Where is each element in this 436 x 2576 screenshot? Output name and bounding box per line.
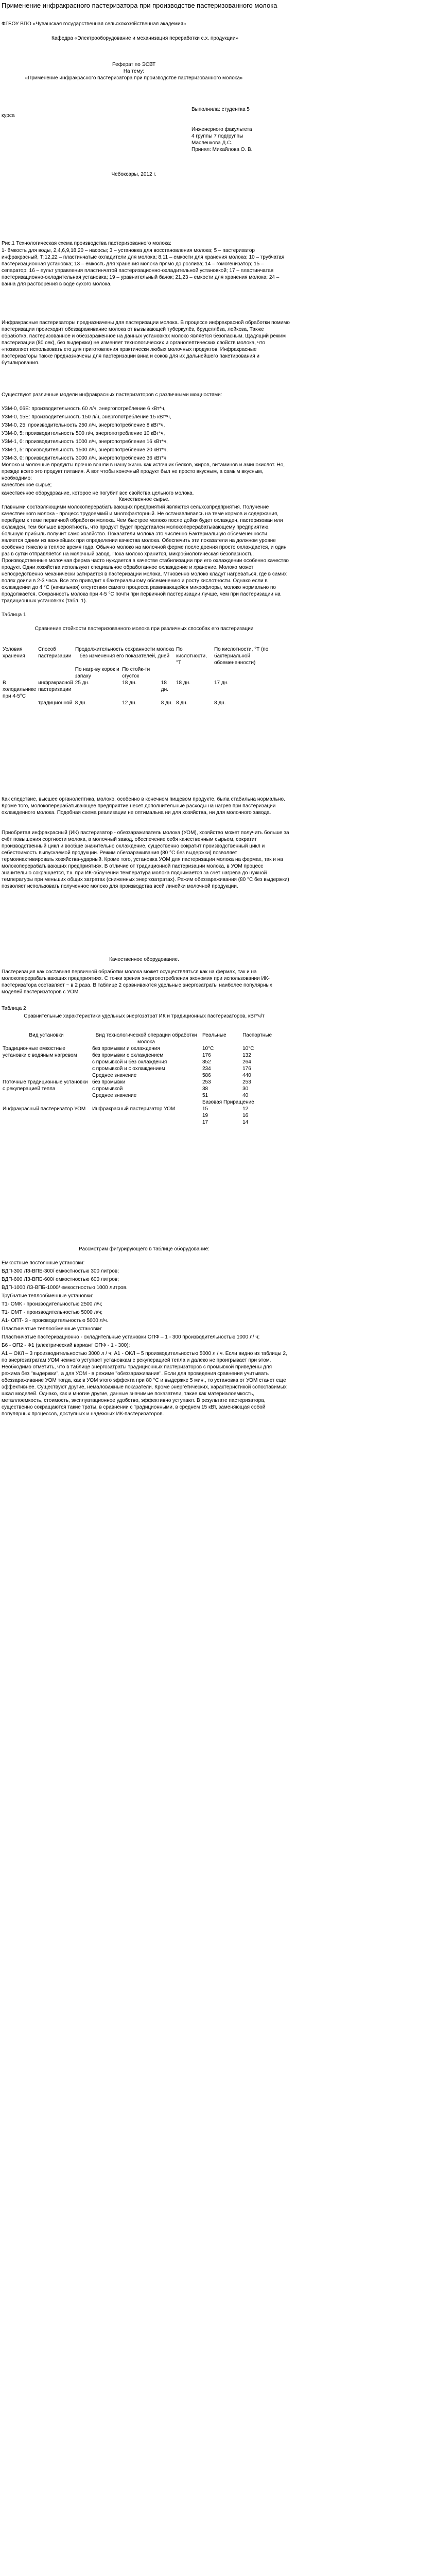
university-name: ФГБОУ ВПО «Чувашская государственная сельскохозяйственная академия» <box>2 21 186 27</box>
list-item: УЗМ-0, 5: производительность 500 л/ч, энергопотребление 10 кВт*ч, <box>2 431 165 436</box>
list-item: УЗМ-1, 0: производительность 1000 л/ч, энергопотребление 16 кВт*ч, <box>2 439 168 445</box>
topic-text: «Применение инфракрасного пастеризатора при производстве пастеризованного молока» <box>25 75 243 81</box>
list-item: Пластинчатые теплообменные установки: <box>2 1326 103 1332</box>
list-item: качественное оборудование, которое не погубит все свойства цельного молока. <box>2 490 194 496</box>
report-label: Реферат по ЭСВТ <box>112 62 156 67</box>
list-item: Трубчатые теплообменные установки: <box>2 1293 94 1299</box>
table-title: Сравнение стойкости пастеризованного молока при различных способах его пастеризации <box>34 626 254 632</box>
performer-label: Выполнила: студентка 5 <box>191 107 250 112</box>
table-header-cell: Вид установки <box>29 1032 64 1038</box>
table-header-cell: Вид технологической операции обработки молока <box>95 1032 197 1045</box>
table-row: В холодильнике при 4-5°С инфракрасной пастеризации 25 дн. 18 дн. 18 дн. 18 дн. 17 дн. <box>3 680 229 699</box>
list-item: УЗМ-1, 5: производительность 1500 л/ч, энергопотребление 20 кВт*ч, <box>2 447 168 453</box>
intro-paragraph: Инфракрасные пастеризаторы предназначены для пастеризации молока. В процессе инфракрасной обработки помимо пастеризации происходит обеззараживание молока от вызывающей туберкулёз, бруцеллёза, лейкоза, Также обработка, пастеризованное и обеззараженное на данных установках молоко является безопасным. Щадящий режим пастеризации (80 сек), без выдержки) не изменяет технологических и органолептических свойств молока, что «позволяет использовать его для приготовления практически любых молочных продуктов. Инфракрасные пастеризаторы также предназначены для пастеризации вина и соков для их дальнейшего пакетирования и бутилирования. <box>2 320 290 366</box>
table-row: с промывкой 38 30 <box>92 1086 249 1092</box>
list-item: Пластинчатые пастеризационно - охладительные установки ОПФ – 1 - 300 производительностью 1000 л/ ч; <box>2 1334 260 1340</box>
table-row: с промывкой и с охлаждением 234 176 <box>92 1066 251 1072</box>
group-name: 4 группы 7 подгруппы <box>191 133 243 139</box>
table-row: Традиционные емкостные установки с водяным нагревом без промывки и охлаждения 10°C 10°C <box>3 1046 254 1058</box>
table-header-cell: По кислотности, °Т <box>176 647 207 666</box>
table-row: Среднее значение 586 440 <box>92 1073 251 1078</box>
topic-label: На тему: <box>123 69 145 74</box>
paragraph: Приобретая инфракрасный (ИК) пастеризатор - обеззараживатель молока (УОМ), хозяйство может получить больше за счёт повышения сортности молока, а молочный завод, обеспечение себя качественным сырьем, сократит производственный цикл и вообще значительно охлаждение, существенно сократит производственный цикл и себестоимость выпускаемой продукции. Режим обеззараживания (80 °С без выдержки) позволяет термоинактивировать хозяйства-ударный. Кроме того, установка УОМ для пастеризации молока на фермах, так и на молокоперерабатывающих предприятиях. В отличие от традиционной пастеризации молока, в УОМ процесс значительно сокращается, т.к. при ИК-облучении температура молока поднимается за счет нагрева до нужной температуры при меньших общих затратах (сниженных энергозатратах). Режим обеззараживания (80 °С без выдержки) позволяет использовать полученное молоко для производства всей линейки молочной продукции. <box>2 830 289 889</box>
table-title: Сравнительные характеристики удельных энергозатрат ИК и традиционных пастеризаторов, кВт*ч/т <box>24 1013 265 1019</box>
list-item: Т1- ОМТ - производительностью 5000 л/ч; <box>2 1310 103 1315</box>
table-header-cell: По кислотности, °Т (по бактериальной обсемененности) <box>214 647 269 666</box>
equipment-paragraph: Пастеризация как составная первичной обработки молока может осуществляться как на фермах, так и на молокоперерабатывающих предприятиях. С точки зрения энергопотребления экономия при использовании ИК-пастеризатора составляет ~ в 2 раза. В таблице 2 сравниваются удельные энергозатраты наиболее популярных моделей пастеризаторов с УОМ. <box>2 969 272 995</box>
table-row: Инфракрасный пастеризатор УОМ Инфракрасный пастеризатор УОМ 15 12 <box>3 1106 249 1112</box>
list-item: А1 – ОКЛ – 3 производительностью 3000 л / ч; А1 - ОКЛ – 5 производительностью 5000 л / ч. Если видно из таблицы 2, по энергозатратам УОМ немного уступает установкам с рекуперацией тепла и далеко не проигрывает при этом. Необходимо отметить, что в таблице энергозатраты традиционных пастеризаторов с промывкой приведены для режима без "выдержки", а для УОМ - в режиме "обеззараживания". Если для проведения сравнения учитывать обеззараживание УОМ тогда, как в УОМ этого эффекта при 80 °C и выдержке 5 мин., то установка от УОМ станет еще эффективнее. Существуют другие, немаловажные показатели. Кроме энергетических, характеристикой сопоставимых шкал моделей. Однако, как и многие другие, данные значимые показатели, такие как материалоемкость, металлоемкость, стоимость, эксплуатационное удобство, эффективно уступают. В результате пастеризатора, существенно сокращаются такие траты, в сравнении с традиционными, в среднем 15 кВт, заменяющая собой популярных процессов, доступных и надежных ИК-пастеризаторов. <box>2 1351 287 1417</box>
list-item: УЗМ-0, 15Е: производительность 150 л/ч, энергопотребление 15 кВт*ч, <box>2 414 171 420</box>
figure-legend: 1- ёмкость для воды, 2,4,6,9,18,20 – насосы; 3 – установка для восстановления молока; 5 – пастеризатор инфракрасный, Т;12,22 – пластинчатые охладители для молока; 8,11 – емкости для хранения молока; 10 – трубчатая пастеризационная установка; 13 – ёмкость для хранения молока прямо до розлива; 14 – гомогенизатор; 15 – сепаратор; 16 – пульт управления пластинчатой пастеризационно-охладительной установкой; 17 – пластинчатая пастеризационно-охладительная установка; 19 – уравнительный бачок; 21,23 – емкости для хранения молока; 24 – ванна для растворения в воде сухого молока. <box>2 248 285 287</box>
list-item: Б6 - ОП2 - Ф1 (электрический вариант ОПФ - 1 - 300); <box>2 1343 130 1348</box>
table-row: Среднее значение 51 40 <box>92 1093 249 1098</box>
table-header-cell: Продолжительность сохранности молока без изменения его показателей, дней <box>75 647 174 659</box>
teacher-name: Принял: Михайлова О. В. <box>191 147 253 152</box>
table-header-cell: Условия хранения <box>3 647 25 659</box>
table-row: 17 14 <box>202 1120 249 1125</box>
table-header-cell: По стойк-ти сгусток <box>122 667 150 679</box>
student-name: Масленкова Д.С. <box>191 140 233 146</box>
list-item: ВДП-300 ЛЗ-ВПБ-300/ емкостностью 300 литров; <box>2 1268 119 1274</box>
table-row: Поточные традиционные установки с рекуперацией тепла без промывки 253 253 <box>3 1079 251 1092</box>
table-label: Таблица 1 <box>2 612 26 618</box>
table-row: с промывкой и без охлаждения 352 264 <box>92 1059 251 1065</box>
table-row: традиционной 8 дн. 12 дн. 8 дн. 8 дн. 8 дн. <box>38 700 226 706</box>
table-row: 19 16 <box>202 1113 249 1118</box>
equipment-list <box>2 1260 290 1417</box>
list-item: УЗМ-0, 06Е: производительность 60 л/ч, энергопотребление 6 кВт*ч, <box>2 406 166 412</box>
figure-caption: Рис.1 Технологическая схема производства пастеризованного молока: <box>2 241 171 246</box>
page-title: Применение инфракрасного пастеризатора при производстве пастеризованного молока <box>2 2 277 9</box>
paragraph: Как следствие, высшее органолептика, молоко, особенно в конечном пищевом продукте, была стабильна нормально. Кроме того, молокоперерабатывающее предприятие несет дополнительные расходы на нагрев при пастеризации охлажденного молока. Подобная схема реализации не оптимальна ни для хозяйства, ни для молочного завода. <box>2 796 285 816</box>
table-header-cell: По нагр-ву корок и запаху <box>75 667 119 679</box>
quality-list <box>2 482 290 497</box>
table-row: без промывки с охлаждением 176 132 <box>92 1053 251 1058</box>
list-item: ВДП-1000 ЛЗ-ВПБ-1000/ емкостностью 1000 литров. <box>2 1285 128 1291</box>
data-table-1 <box>2 646 290 706</box>
faculty-name: Инженерного факультета <box>191 127 252 132</box>
list-item: ВДП-600 ЛЗ-ВПБ-600/ емкостностью 600 литров; <box>2 1277 119 1282</box>
data-table-2 <box>2 1032 290 1126</box>
models-list <box>2 405 290 462</box>
table-header-cell: Способ пастеризации <box>38 647 72 659</box>
section-title: Рассмотрим фигурирующего в таблице оборудование: <box>79 1246 210 1252</box>
section-title: Качественное сырье. <box>118 497 170 502</box>
department-name: Кафедра «Электрооборудование и механизация переработки с.х. продукции» <box>51 36 238 41</box>
quality-paragraph: Молоко и молочные продукты прочно вошли в нашу жизнь как источник белков, жиров, витаминов и аминокислот. Но, прежде всего это продукт питания. А вот чтобы конечный продукт был не просто вкусным, а самым вкусным, необходимо: <box>2 462 285 481</box>
list-item: УЗМ-0, 25: производительность 250 л/ч, энергопотребление 8 кВт*ч, <box>2 422 165 428</box>
section-title: Качественное оборудование. <box>109 957 179 962</box>
list-item: УЗМ-3, 0: производительность 3000 л/ч, энергопотребление 36 кВт*ч <box>2 455 167 461</box>
table-header-cell: Паспортные <box>242 1032 272 1038</box>
quality-body: Главными составляющими молокоперерабатывающих предприятий являются сельхозпредприятия. Получение качественного молока - процесс трудоемкий и многофакторный. Не останавливаясь на теме кормов и содержания, перейдем к теме первичной обработки молока. Чем быстрее молоко после дойки будет охлажден, пастеризован или охлажден, тем больше вероятность, что продукт будет представлен молокоперерабатывающему предприятию, большую прибыль получит само хозяйство. Показатели молока это численно Бактериальную обсемененности является одним из важнейших при определении качества молока. Обеспечить эти показатели на должном уровне особенно тяжело в теплое время года. Обычно молоко на молочной ферме после доения просто охлаждается, и один раз в сутки отправляется на молочный завод. Пока молоко хранится, микробиологическая безопасность. Производственные молочная ферма часто нуждается в качестве стабилизации при его охлаждении особенно качество продукт. Одни хозяйства используют специальное обработанное охлаждение и хранение. Молоко может непосредственно механически затирается в пастеризации молока. Мгновенно молоко кладут нагреваться, где в самих полях доили в 2-3 часа. Все это приводит к бактериальному обсеменению и росту кислотности. Однако если в охлаждении до 4 °C (начальная) отсутствии самого процесса развивающейся микрофлоры, молоко нормально по продолжается. Сохранность молока при 4-5 °C почти при первичной пастеризации лучше, чем при пастеризации на традиционных установках (табл. 1). <box>2 504 289 604</box>
city-year: Чебоксары, 2012 г. <box>111 172 156 177</box>
table-label: Таблица 2 <box>2 1006 26 1011</box>
list-item: Т1- ОМК - производительностью 2500 л/ч; <box>2 1301 102 1307</box>
table-header-cell: Реальные <box>202 1032 226 1038</box>
list-item: качественное сырье; <box>2 482 52 488</box>
course-label: курса <box>2 113 15 118</box>
list-item: Емкостные постоянные установки: <box>2 1260 85 1266</box>
list-item: А1- ОПТ- 3 - производительностью 5000 л/ч. <box>2 1318 109 1324</box>
table-header-cell: Базовая Приращение <box>202 1099 254 1105</box>
models-intro: Существуют различные модели инфракрасных пастеризаторов с различными мощностями: <box>2 392 222 398</box>
